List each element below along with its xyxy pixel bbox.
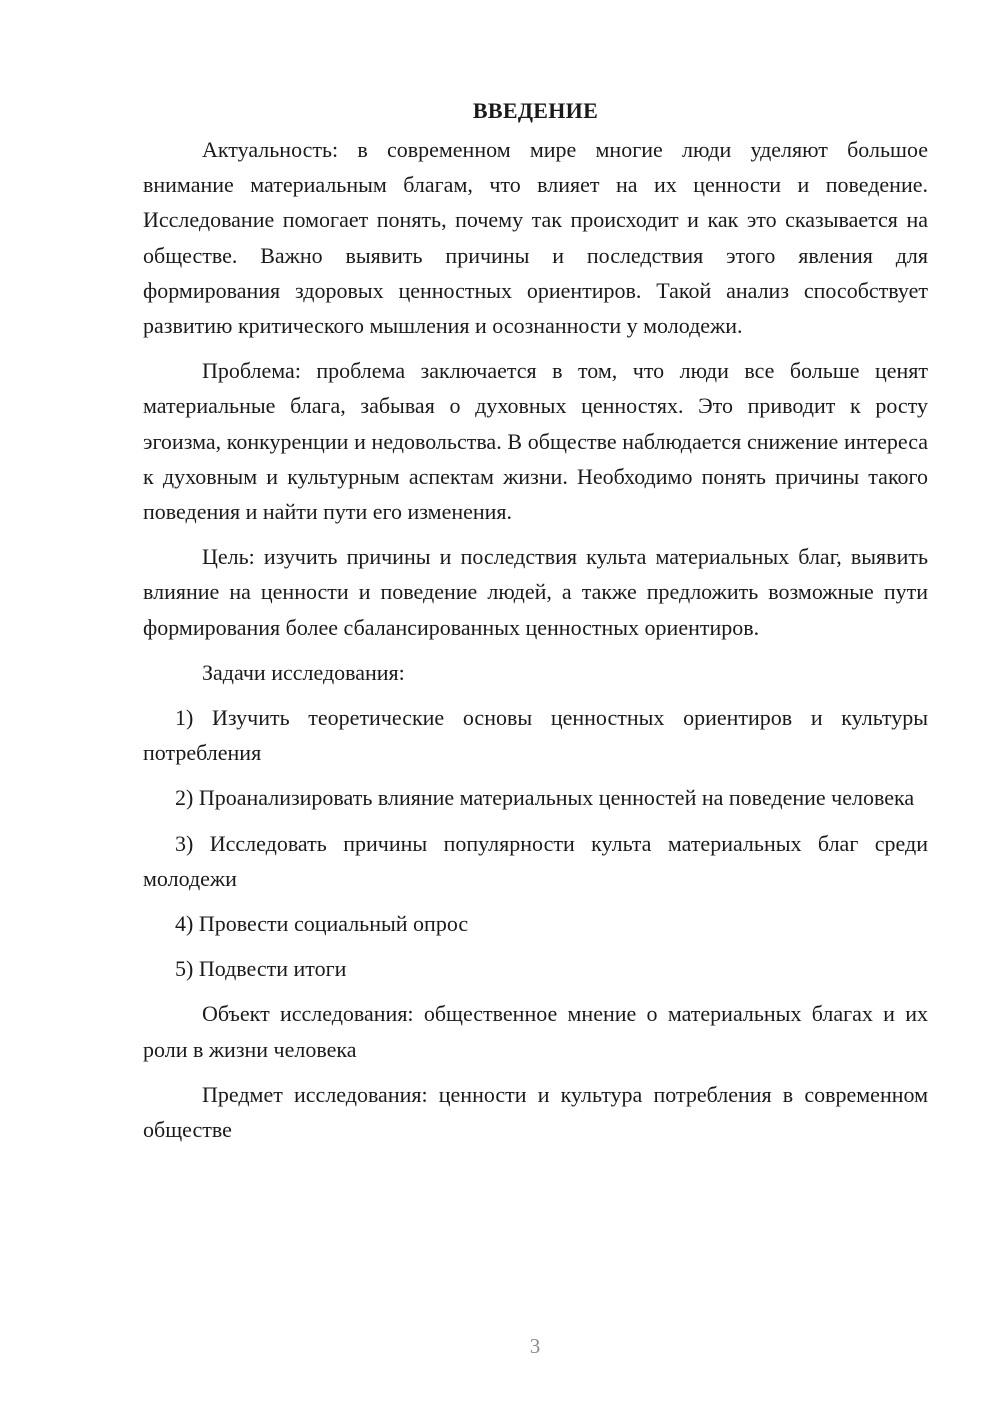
paragraph-relevance: Актуальность: в современном мире многие люди уделяют большое внимание материальным благам, что влияет на их ценности и поведение. Исследование помогает понять, почему так происходит и как это сказывается на обществе. Важно выявить причины и последствия этого явления для формирования здоровых ценностных ориентиров. Такой анализ способствует развитию критического мышления и осознанности у молодежи. (143, 137, 928, 339)
page-title: ВВЕДЕНИЕ (472, 98, 599, 123)
paragraph-object: Объект исследования: общественное мнение о материальных благах и их роли в жизни человека (143, 1001, 928, 1062)
list-item-task-1: 1) Изучить теоретические основы ценностных ориентиров и культуры потребления (143, 705, 928, 766)
list-item-task-2: 2) Проанализировать влияние материальных ценностей на поведение человека (175, 785, 915, 811)
list-item-task-5: 5) Подвести итоги (175, 956, 347, 982)
paragraph-goal: Цель: изучить причины и последствия культа материальных благ, выявить влияние на ценности и поведение людей, а также предложить возможные пути формирования более сбалансированных ценностных ориентиров. (143, 544, 928, 640)
page-number: 3 (529, 1334, 541, 1358)
paragraph-problem: Проблема: проблема заключается в том, что люди все больше ценят материальные блага, забывая о духовных ценностях. Это приводит к росту эгоизма, конкуренции и недовольства. В обществе наблюдается снижение интереса к духовным и культурным аспектам жизни. Необходимо понять причины такого поведения и найти пути его изменения. (143, 358, 928, 525)
tasks-heading: Задачи исследования: (202, 659, 405, 685)
list-item-task-3: 3) Исследовать причины популярности культа материальных благ среди молодежи (143, 830, 928, 891)
document-page (143, 94, 928, 1157)
paragraph-subject: Предмет исследования: ценности и культура потребления в современном обществе (143, 1081, 928, 1143)
list-item-task-4: 4) Провести социальный опрос (175, 911, 469, 937)
